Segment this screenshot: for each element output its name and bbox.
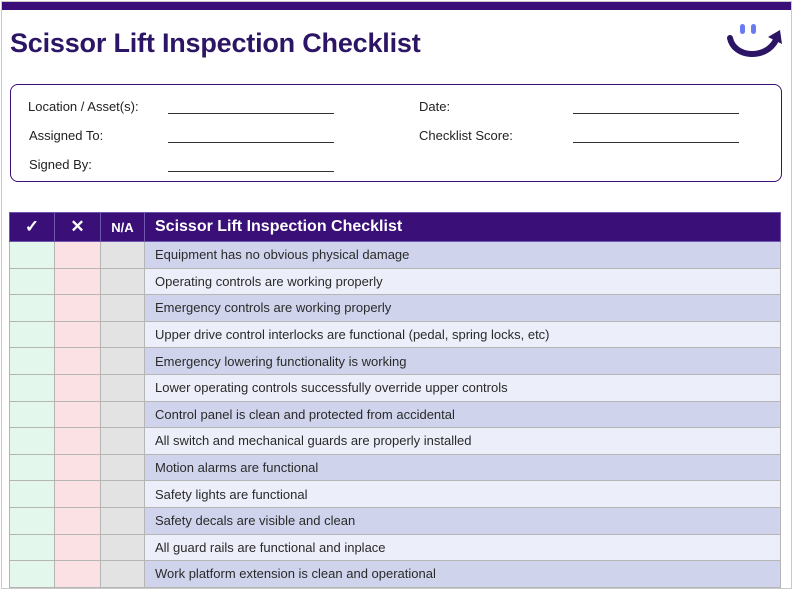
- page-title: Scissor Lift Inspection Checklist: [10, 28, 421, 58]
- column-header-item: Scissor Lift Inspection Checklist: [145, 213, 781, 242]
- table-row: [10, 534, 781, 561]
- table-body: [10, 242, 781, 588]
- column-header-fail: ✕: [55, 213, 101, 242]
- pass-checkbox-cell[interactable]: [10, 454, 55, 481]
- smile-arrow-logo-icon: [724, 20, 786, 62]
- na-checkbox-cell[interactable]: [101, 295, 145, 322]
- fail-checkbox-cell[interactable]: [55, 348, 101, 375]
- checklist-item-text: Motion alarms are functional: [145, 454, 781, 481]
- pass-checkbox-cell[interactable]: [10, 428, 55, 455]
- pass-checkbox-cell[interactable]: [10, 242, 55, 269]
- fail-checkbox-cell[interactable]: [55, 428, 101, 455]
- na-checkbox-cell[interactable]: [101, 321, 145, 348]
- fail-checkbox-cell[interactable]: [55, 401, 101, 428]
- na-checkbox-cell[interactable]: [101, 401, 145, 428]
- pass-checkbox-cell[interactable]: [10, 348, 55, 375]
- checklist-item-text: Emergency lowering functionality is working: [145, 348, 781, 375]
- checklist-item-text: Control panel is clean and protected from accidental: [145, 401, 781, 428]
- na-checkbox-cell[interactable]: [101, 454, 145, 481]
- pass-checkbox-cell[interactable]: [10, 534, 55, 561]
- na-checkbox-cell[interactable]: [101, 481, 145, 508]
- fail-checkbox-cell[interactable]: [55, 295, 101, 322]
- checklist-item-text: Safety decals are visible and clean: [145, 507, 781, 534]
- fail-checkbox-cell[interactable]: [55, 507, 101, 534]
- score-field[interactable]: [573, 142, 739, 143]
- table-row: [10, 481, 781, 508]
- na-checkbox-cell[interactable]: [101, 242, 145, 269]
- checklist-page: [1, 1, 792, 589]
- signed-field[interactable]: [168, 171, 334, 172]
- checklist-item-text: Emergency controls are working properly: [145, 295, 781, 322]
- na-checkbox-cell[interactable]: [101, 507, 145, 534]
- location-label: Location / Asset(s):: [28, 99, 139, 114]
- pass-checkbox-cell[interactable]: [10, 374, 55, 401]
- fail-checkbox-cell[interactable]: [55, 454, 101, 481]
- pass-checkbox-cell[interactable]: [10, 401, 55, 428]
- na-checkbox-cell[interactable]: [101, 348, 145, 375]
- table-row: [10, 507, 781, 534]
- table-row: [10, 428, 781, 455]
- checklist-item-text: All guard rails are functional and inplace: [145, 534, 781, 561]
- table-row: [10, 454, 781, 481]
- table-row: [10, 242, 781, 269]
- na-checkbox-cell[interactable]: [101, 374, 145, 401]
- date-field[interactable]: [573, 113, 739, 114]
- top-accent-bar: [2, 2, 791, 10]
- assigned-field[interactable]: [168, 142, 334, 143]
- fail-checkbox-cell[interactable]: [55, 242, 101, 269]
- table-row: [10, 295, 781, 322]
- inspection-table: [9, 212, 781, 588]
- na-checkbox-cell[interactable]: [101, 561, 145, 588]
- assigned-label: Assigned To:: [29, 128, 104, 143]
- column-header-pass: ✓: [10, 213, 55, 242]
- checklist-item-text: Upper drive control interlocks are functional (pedal, spring locks, etc): [145, 321, 781, 348]
- na-checkbox-cell[interactable]: [101, 268, 145, 295]
- info-box: [10, 84, 782, 182]
- pass-checkbox-cell[interactable]: [10, 507, 55, 534]
- fail-checkbox-cell[interactable]: [55, 561, 101, 588]
- location-field[interactable]: [168, 113, 334, 114]
- pass-checkbox-cell[interactable]: [10, 481, 55, 508]
- fail-checkbox-cell[interactable]: [55, 268, 101, 295]
- checklist-item-text: Equipment has no obvious physical damage: [145, 242, 781, 269]
- fail-checkbox-cell[interactable]: [55, 481, 101, 508]
- table-row: [10, 374, 781, 401]
- checklist-item-text: All switch and mechanical guards are properly installed: [145, 428, 781, 455]
- fail-checkbox-cell[interactable]: [55, 321, 101, 348]
- table-row: [10, 401, 781, 428]
- checklist-item-text: Safety lights are functional: [145, 481, 781, 508]
- column-header-na: N/A: [101, 213, 145, 242]
- fail-checkbox-cell[interactable]: [55, 374, 101, 401]
- table-row: [10, 268, 781, 295]
- na-checkbox-cell[interactable]: [101, 428, 145, 455]
- checklist-item-text: Lower operating controls successfully override upper controls: [145, 374, 781, 401]
- pass-checkbox-cell[interactable]: [10, 321, 55, 348]
- score-label: Checklist Score:: [419, 128, 513, 143]
- checklist-item-text: Work platform extension is clean and operational: [145, 561, 781, 588]
- pass-checkbox-cell[interactable]: [10, 268, 55, 295]
- table-row: [10, 561, 781, 588]
- pass-checkbox-cell[interactable]: [10, 295, 55, 322]
- checklist-item-text: Operating controls are working properly: [145, 268, 781, 295]
- date-label: Date:: [419, 99, 451, 114]
- pass-checkbox-cell[interactable]: [10, 561, 55, 588]
- table-header-row: [10, 213, 781, 242]
- signed-label: Signed By:: [29, 157, 92, 172]
- na-checkbox-cell[interactable]: [101, 534, 145, 561]
- table-row: [10, 348, 781, 375]
- fail-checkbox-cell[interactable]: [55, 534, 101, 561]
- table-row: [10, 321, 781, 348]
